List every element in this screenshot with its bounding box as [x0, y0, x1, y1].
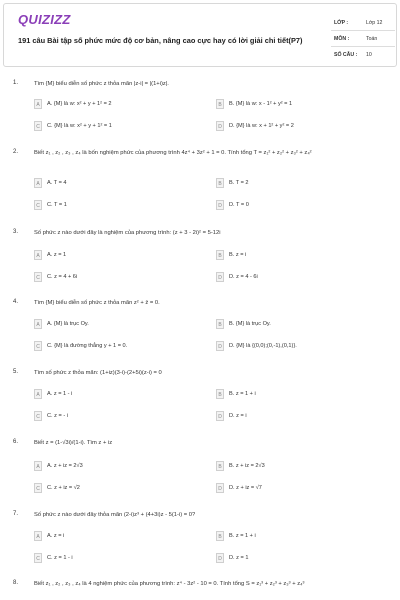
- option-letter-box: C: [34, 341, 42, 351]
- option-d[interactable]: [216, 341, 376, 352]
- question-text: Tìm {M} biểu diễn số phức z thỏa mãn z² + z̄ = 0.: [34, 300, 160, 306]
- meta-value: Toán: [366, 36, 378, 42]
- question-number: 8.: [13, 580, 19, 586]
- question-text: Biết z = (1-√3i)/(1-i). Tìm z + iz: [34, 440, 113, 446]
- meta-value: 10: [366, 52, 372, 58]
- option-a[interactable]: [34, 250, 194, 261]
- option-letter-box: B: [216, 389, 224, 399]
- option-b[interactable]: [216, 178, 376, 189]
- option-d[interactable]: [216, 272, 376, 283]
- option-letter-box: C: [34, 483, 42, 493]
- option-letter-box: D: [216, 272, 224, 282]
- option-d[interactable]: [216, 553, 376, 564]
- option-text: B. T = 2: [229, 180, 249, 186]
- option-letter-box: A: [34, 99, 42, 109]
- option-text: D. T = 0: [229, 202, 249, 208]
- option-text: C. z + iz = √2: [47, 485, 80, 491]
- option-letter-box: B: [216, 250, 224, 260]
- option-a[interactable]: [34, 531, 194, 542]
- option-text: C. z = 1 - i: [47, 555, 73, 561]
- question-text: Số phức z nào dưới đây là nghiệm của phương trình: (z + 3 - 2i)² = 5-12i: [34, 230, 221, 236]
- option-letter-box: A: [34, 178, 42, 188]
- option-text: D. {M} là {(0,0);(0,-1),(0,1)}.: [229, 343, 297, 349]
- option-c[interactable]: [34, 341, 194, 352]
- meta-key: SỐ CÂU :: [334, 52, 358, 58]
- option-letter-box: A: [34, 319, 42, 329]
- option-text: A. {M} là trục Oy.: [47, 321, 89, 327]
- option-b[interactable]: [216, 99, 376, 110]
- option-letter-box: B: [216, 319, 224, 329]
- quizizz-logo: QUIZIZZ: [18, 12, 71, 27]
- option-text: B. z = 1 + i: [229, 391, 256, 397]
- option-text: C. {M} là w: x² + y + 1² = 1: [47, 123, 112, 129]
- option-a[interactable]: [34, 319, 194, 330]
- option-c[interactable]: [34, 272, 194, 283]
- meta-row-class: [331, 16, 395, 31]
- option-text: D. z = 4 - 6i: [229, 274, 258, 280]
- option-c[interactable]: [34, 200, 194, 211]
- question-number: 3.: [13, 229, 19, 235]
- option-text: D. z = 1: [229, 555, 249, 561]
- option-letter-box: C: [34, 411, 42, 421]
- question-text: Tìm số phức z thỏa mãn: (1+iz)(3-i)-(2+5i)(z-i) = 0: [34, 370, 162, 376]
- option-b[interactable]: [216, 250, 376, 261]
- option-letter-box: D: [216, 553, 224, 563]
- option-letter-box: D: [216, 341, 224, 351]
- question-number: 4.: [13, 299, 19, 305]
- meta-row-count: [331, 48, 395, 62]
- option-text: D. z + iz = √7: [229, 485, 262, 491]
- meta-value: Lớp 12: [366, 20, 383, 26]
- option-text: C. {M} là đường thẳng y + 1 = 0.: [47, 343, 128, 349]
- option-letter-box: C: [34, 200, 42, 210]
- option-b[interactable]: [216, 461, 376, 472]
- question-number: 2.: [13, 149, 19, 155]
- option-letter-box: B: [216, 531, 224, 541]
- option-d[interactable]: [216, 483, 376, 494]
- option-text: B. {M} là trục Oy.: [229, 321, 271, 327]
- question-number: 6.: [13, 439, 19, 445]
- option-text: D. z = i: [229, 413, 247, 419]
- option-d[interactable]: [216, 121, 376, 132]
- question-number: 7.: [13, 511, 19, 517]
- option-letter-box: B: [216, 99, 224, 109]
- option-a[interactable]: [34, 178, 194, 189]
- option-d[interactable]: [216, 411, 376, 422]
- option-text: A. z = 1 - i: [47, 391, 73, 397]
- option-letter-box: C: [34, 121, 42, 131]
- option-letter-box: D: [216, 121, 224, 131]
- question-number: 1.: [13, 80, 19, 86]
- option-letter-box: D: [216, 483, 224, 493]
- option-c[interactable]: [34, 483, 194, 494]
- option-letter-box: C: [34, 553, 42, 563]
- question-text: Tìm {M} biểu diễn số phức z thỏa mãn |z-i| = |(1+i)z|.: [34, 81, 169, 87]
- option-letter-box: D: [216, 411, 224, 421]
- meta-row-subject: [331, 32, 395, 47]
- option-a[interactable]: [34, 461, 194, 472]
- option-text: A. z + iz = 2√3: [47, 463, 83, 469]
- option-b[interactable]: [216, 389, 376, 400]
- meta-key: LỚP :: [334, 20, 349, 26]
- option-text: C. z = - i: [47, 413, 68, 419]
- option-letter-box: D: [216, 200, 224, 210]
- option-text: A. T = 4: [47, 180, 67, 186]
- option-text: A. z = i: [47, 533, 65, 539]
- document-header: [3, 3, 397, 67]
- meta-key: MÔN :: [334, 36, 350, 42]
- option-a[interactable]: [34, 389, 194, 400]
- option-text: B. {M} là w: x - 1² + y² = 1: [229, 101, 293, 107]
- option-letter-box: A: [34, 461, 42, 471]
- option-c[interactable]: [34, 553, 194, 564]
- document-title: 191 câu Bài tập số phức mức độ cơ bản, nâng cao cực hay có lời giải chi tiết(P7): [18, 36, 303, 45]
- option-letter-box: B: [216, 178, 224, 188]
- question-text: Số phức z nào dưới đây thỏa mãn (2-i)z³ + (4+3i)z - 5(1-i) = 0?: [34, 512, 196, 518]
- option-text: B. z = i: [229, 252, 247, 258]
- question-number: 5.: [13, 369, 19, 375]
- option-letter-box: A: [34, 389, 42, 399]
- option-text: D. {M} là w: x + 1² + y² = 2: [229, 123, 294, 129]
- option-text: A. {M} là w: x² + y + 1² = 2: [47, 101, 112, 107]
- option-letter-box: C: [34, 272, 42, 282]
- option-d[interactable]: [216, 200, 376, 211]
- option-text: B. z + iz = 2√3: [229, 463, 265, 469]
- option-letter-box: A: [34, 250, 42, 260]
- option-text: C. z = 4 + 6i: [47, 274, 78, 280]
- option-c[interactable]: [34, 411, 194, 422]
- option-text: C. T = 1: [47, 202, 67, 208]
- option-letter-box: A: [34, 531, 42, 541]
- option-letter-box: B: [216, 461, 224, 471]
- option-b[interactable]: [216, 319, 376, 330]
- option-text: A. z = 1: [47, 252, 67, 258]
- question-text: Biết z₁ , z₂ , z₃ , z₄ là 4 nghiệm phức của phương trình: z⁴ - 3z² - 10 = 0. Tính tổng S = z₁³ + z₂³ + z₃³ + z₄³: [34, 581, 305, 587]
- option-a[interactable]: [34, 99, 194, 110]
- option-text: B. z = 1 + i: [229, 533, 256, 539]
- option-c[interactable]: [34, 121, 194, 132]
- question-text: Biết z₁ , z₂ , z₃ , z₄ là bốn nghiệm phức của phương trình 4z⁴ + 3z² + 1 = 0. Tính tổng T = z₁² + z₂² + z₃² + z₄²: [34, 150, 312, 156]
- option-b[interactable]: [216, 531, 376, 542]
